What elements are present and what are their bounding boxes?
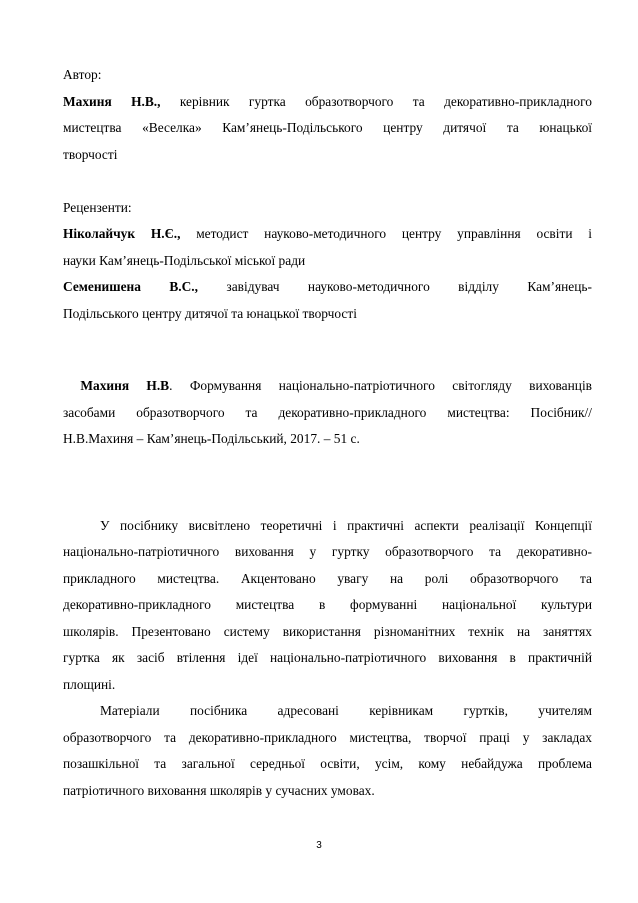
author-name: Махиня Н.В., bbox=[63, 93, 161, 109]
abstract-p1-line-4: декоративно-прикладного мистецтва в формуванні національної культури bbox=[63, 597, 592, 612]
author-line-3: творчості bbox=[63, 146, 118, 162]
reviewer-1-line-2: науки Кам’янець-Подільської міської ради bbox=[63, 252, 306, 268]
abstract-section bbox=[63, 513, 592, 805]
citation-line-3: Н.В.Махиня – Кам’янець-Подільський, 2017. – 51 с. bbox=[63, 431, 360, 446]
abstract-p1-line-1: У посібнику висвітлено теоретичні і практичні аспекти реалізації Концепції bbox=[100, 517, 592, 533]
abstract-p2-line-2: образотворчого та декоративно-прикладного мистецтва, творчої праці у закладах bbox=[63, 729, 592, 745]
reviewer-1-line-1: Ніколайчук Н.Є., методист науково-методичного центру управління освіти і bbox=[63, 226, 593, 241]
citation-section bbox=[63, 373, 592, 453]
reviewers-heading: Рецензенти: bbox=[63, 199, 132, 215]
citation-author: Махиня Н.В bbox=[80, 378, 170, 393]
citation-line-1: Махиня Н.В. Формування національно-патріотичного світогляду вихованців bbox=[80, 378, 592, 393]
author-section bbox=[63, 62, 592, 168]
abstract-p2-line-1: Матеріали посібника адресовані керівникам гуртків, учителям bbox=[100, 703, 592, 718]
abstract-p1-line-2: національно-патріотичного виховання у гуртку образотворчого та декоративно- bbox=[63, 544, 592, 559]
abstract-p2-line-3: позашкільної та загальної середньої освіти, усім, кому небайдужа проблема bbox=[63, 756, 592, 771]
abstract-p2-line-4: патріотичного виховання школярів у сучасних умовах. bbox=[63, 782, 375, 798]
reviewers-section bbox=[63, 195, 592, 328]
abstract-p1-line-6: гуртка як засіб втілення ідеї національно-патріотичного виховання в практичній bbox=[63, 650, 592, 665]
abstract-p1-line-5: школярів. Презентовано систему використання різноманітних технік на заняттях bbox=[63, 623, 592, 639]
author-heading: Автор: bbox=[63, 67, 102, 82]
reviewer-1-name: Ніколайчук Н.Є., bbox=[63, 226, 181, 241]
page-number: 3 bbox=[316, 840, 322, 851]
citation-line-2: засобами образотворчого та декоративно-прикладного мистецтва: Посібник// bbox=[63, 404, 592, 420]
page-content bbox=[63, 62, 592, 804]
abstract-p1-line-7: площині. bbox=[63, 676, 116, 692]
abstract-p1-line-3: прикладного мистецтва. Акцентовано увагу на ролі образотворчого та bbox=[63, 570, 592, 586]
author-line-2: мистецтва «Веселка» Кам’янець-Подільського центру дитячої та юнацької bbox=[63, 120, 592, 135]
reviewer-2-name: Семенишена В.С., bbox=[63, 279, 198, 294]
author-line-1: Махиня Н.В., керівник гуртка образотворчого та декоративно-прикладного bbox=[63, 93, 592, 109]
reviewer-2-line-1: Семенишена В.С., завідувач науково-методичного відділу Кам’янець- bbox=[63, 279, 592, 294]
reviewer-2-line-2: Подільського центру дитячої та юнацької творчості bbox=[63, 305, 357, 321]
